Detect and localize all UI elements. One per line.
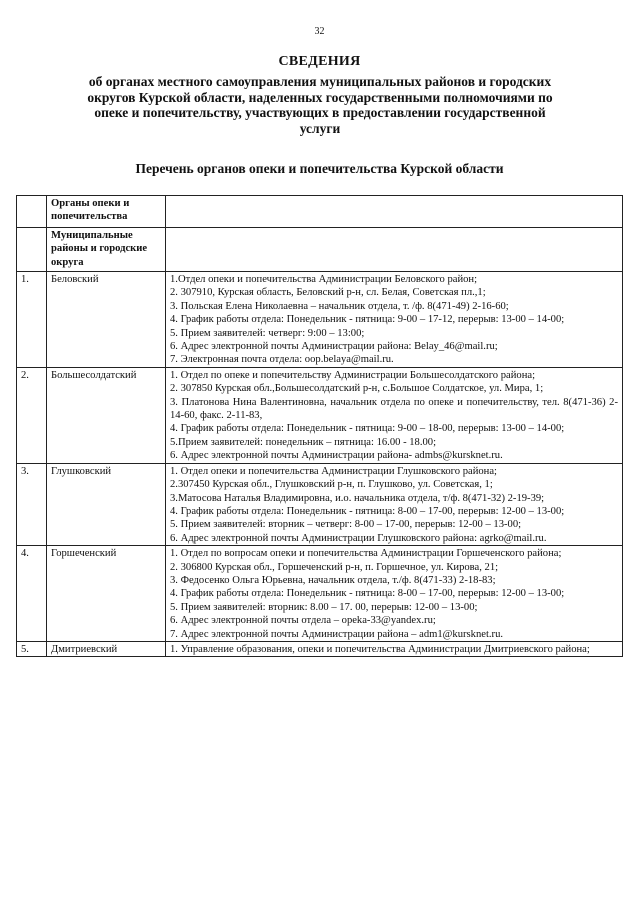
table-header-row <box>17 228 623 272</box>
email-line: 6. Адрес электронной почты Администрации района: Belay_46@mail.ru; <box>170 341 498 353</box>
header-empty-cell <box>166 228 623 272</box>
table-header-row <box>17 196 623 228</box>
table-row <box>17 546 623 642</box>
info-line: 3. Платонова Нина Валентиновна, начальник отдела по опеке и попечительству, тел. 8(471-36) 2-14-60, факс. 2-11-83, <box>170 396 618 422</box>
list-heading: Перечень органов опеки и попечительства Курской области <box>135 161 504 176</box>
header-districts-cell: Муниципальные районы и городские округа <box>47 228 166 272</box>
info-line: 1. Отдел по опеке и попечительству Администрации Большесолдатского района; <box>170 369 536 381</box>
district-name: Беловский <box>47 272 166 368</box>
email-line: 6. Адрес электронной почты Администрации Глушковского района: agrko@mail.ru. <box>170 532 547 544</box>
district-name: Глушковский <box>47 463 166 545</box>
district-info <box>166 463 623 545</box>
header-num-cell <box>17 196 47 228</box>
email-line: 7. Адрес электронной почты Администрации района – adm1@kursknet.ru. <box>170 628 504 640</box>
district-name: Большесолдатский <box>47 367 166 463</box>
info-line: 2. 307910, Курская область, Беловский р-н, сл. Белая, Советская пл.,1; <box>170 287 486 299</box>
info-line: 3. Польская Елена Николаевна – начальник отдела, т. /ф. 8(471-49) 2-16-60; <box>170 300 509 312</box>
district-name: Дмитриевский <box>47 641 166 656</box>
row-number: 3. <box>17 463 47 545</box>
info-line: 4. График работы отдела: Понедельник - пятница: 8-00 – 17-00, перерыв: 12-00 – 13-00; <box>170 588 565 600</box>
info-line: 5. Прием заявителей: вторник – четверг: 8-00 – 17-00, перерыв: 12-00 – 13-00; <box>170 519 522 531</box>
info-line: 5. Прием заявителей: вторник: 8.00 – 17. 00, перерыв: 12-00 – 13-00; <box>170 601 478 613</box>
header-organs-cell: Органы опеки и попечительства <box>47 196 166 228</box>
info-line: 4. График работы отдела: Понедельник - пятница: 9-00 – 17-12, перерыв: 13-00 – 14-00; <box>170 314 565 326</box>
document-subtitle: об органах местного самоуправления муниципальных районов и городских округов Курской области, наделенных государственными полномочиями по опеке и попечительству, участвующих в предоставлении государственной услуги <box>87 74 553 136</box>
row-number: 1. <box>17 272 47 368</box>
district-info <box>166 546 623 642</box>
district-name: Горшеченский <box>47 546 166 642</box>
info-line: 1. Отдел опеки и попечительства Администрации Глушковского района; <box>170 465 497 477</box>
info-line: 5.Прием заявителей: понедельник – пятница: 16.00 - 18.00; <box>170 436 437 448</box>
email-line: 6. Адрес электронной почты Администрации района- admbs@kursknet.ru. <box>170 450 503 462</box>
email-line: 6. Адрес электронной почты отдела – opeka-33@yandex.ru; <box>170 615 436 627</box>
guardianship-table <box>16 195 623 657</box>
header-num-cell <box>17 228 47 272</box>
info-line: 1.Отдел опеки и попечительства Администрации Беловского район; <box>170 274 478 285</box>
row-number: 4. <box>17 546 47 642</box>
info-line: 3.Матосова Наталья Владимировна, и.о. начальника отдела, т/ф. 8(471-32) 2-19-39; <box>170 492 545 504</box>
info-line: 3. Федосенко Ольга Юрьевна, начальник отдела, т./ф. 8(471-33) 2-18-83; <box>170 574 496 586</box>
info-line: 5. Прием заявителей: четверг: 9:00 – 13:00; <box>170 327 365 339</box>
email-line: 7. Электронная почта отдела: oop.belaya@mail.ru. <box>170 354 394 366</box>
page-number: 32 <box>314 26 325 37</box>
info-line: 1. Отдел по вопросам опеки и попечительства Администрации Горшеченского района; <box>170 548 562 560</box>
district-info <box>166 272 623 368</box>
info-line: 4. График работы отдела: Понедельник - пятница: 8-00 – 17-00, перерыв: 12-00 – 13-00; <box>170 505 565 517</box>
district-info <box>166 641 623 656</box>
table-row <box>17 463 623 545</box>
info-line: 1. Управление образования, опеки и попечительства Администрации Дмитриевского района; <box>170 643 590 655</box>
district-info <box>166 367 623 463</box>
info-line: 2. 306800 Курская обл., Горшеченский р-н, п. Горшечное, ул. Кирова, 21; <box>170 561 499 573</box>
document-title: СВЕДЕНИЯ <box>278 54 361 69</box>
info-line: 2. 307850 Курская обл.,Большесолдатский р-н, с.Большое Солдатское, ул. Мира, 1; <box>170 383 544 395</box>
table-row <box>17 367 623 463</box>
info-line: 4. График работы отдела: Понедельник - пятница: 9-00 – 18-00, перерыв: 13-00 – 14-00; <box>170 423 565 435</box>
row-number: 5. <box>17 641 47 656</box>
info-line: 2.307450 Курская обл., Глушковский р-н, п. Глушково, ул. Советская, 1; <box>170 479 493 491</box>
header-empty-cell <box>166 196 623 228</box>
table-row <box>17 272 623 368</box>
row-number: 2. <box>17 367 47 463</box>
table-row <box>17 641 623 656</box>
